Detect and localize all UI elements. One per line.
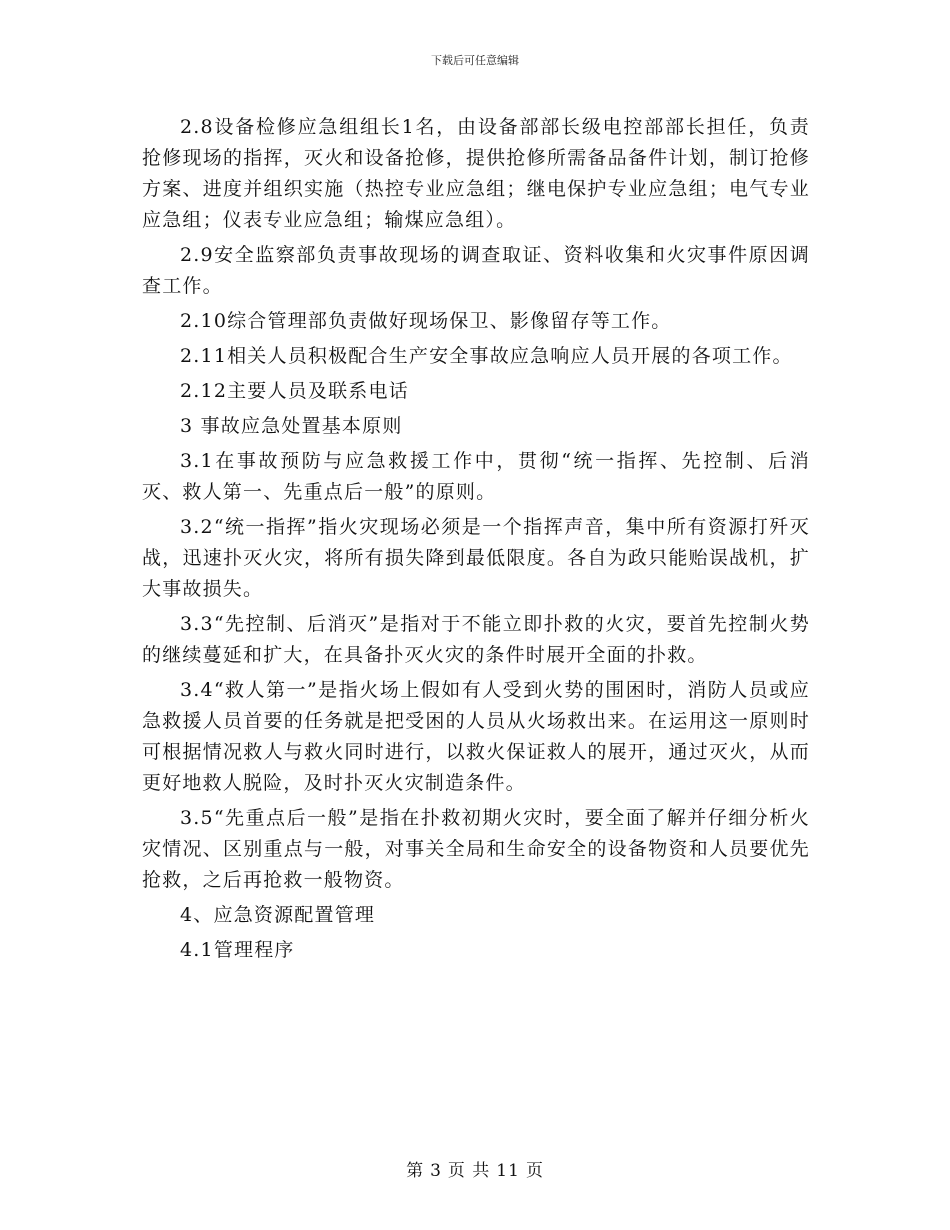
paragraph-3-5: 3.5“先重点后一般”是指在扑救初期火灾时，要全面了解并仔细分析火灾情况、区别重点与一般，对事关全局和生命安全的设备物资和人员要优先抢救，之后再抢救一般物资。 [142, 807, 810, 891]
paragraph-3-4: 3.4“救人第一”是指火场上假如有人受到火势的围困时，消防人员或应急救援人员首要的任务就是把受困的人员从火场救出来。在运用这一原则时可根据情况救人与救火同时进行，以救火保证救人的展开，通过灭火，从而更好地救人脱险，及时扑灭火灾制造条件。 [142, 679, 810, 794]
paragraph-3-1: 3.1在事故预防与应急救援工作中，贯彻“统一指挥、先控制、后消灭、救人第一、先重点后一般”的原则。 [142, 450, 810, 503]
footer-mid: 页 共 [447, 1161, 491, 1181]
page-header: 下载后可任意编辑 [431, 54, 519, 67]
page-footer [0, 1156, 950, 1181]
paragraph-3-3: 3.3“先控制、后消灭”是指对于不能立即扑救的火灾，要首先控制火势的继续蔓延和扩大，在具备扑灭火灾的条件时展开全面的扑救。 [142, 613, 810, 666]
document-body [142, 112, 810, 970]
paragraph-2-9: 2.9安全监察部负责事故现场的调查取证、资料收集和火灾事件原因调查工作。 [142, 244, 810, 297]
section-heading-4: 4、应急资源配置管理 [180, 904, 376, 926]
paragraph-2-10: 2.10综合管理部负责做好现场保卫、影像留存等工作。 [180, 310, 672, 332]
paragraph-2-8: 2.8设备检修应急组组长1名，由设备部部长级电控部部长担任，负责抢修现场的指挥，灭火和设备抢修，提供抢修所需备品备件计划，制订抢修方案、进度并组织实施（热控专业应急组；继电保护专业应急组；电气专业应急组；仪表专业应急组；输煤应急组）。 [142, 116, 810, 231]
paragraph-2-12: 2.12主要人员及联系电话 [180, 380, 409, 402]
paragraph-3-2: 3.2“统一指挥”指火灾现场必须是一个指挥声音，集中所有资源打歼灭战，迅速扑灭火灾，将所有损失降到最低限度。各自为政只能贻误战机，扩大事故损失。 [142, 516, 810, 600]
footer-prefix: 第 [406, 1161, 425, 1181]
paragraph-4-1: 4.1管理程序 [180, 939, 295, 961]
footer-page-number: 3 [430, 1161, 442, 1181]
footer-suffix: 页 [525, 1161, 544, 1181]
footer-total-pages: 11 [496, 1161, 520, 1181]
section-heading-3: 3 事故应急处置基本原则 [180, 415, 403, 437]
paragraph-2-11: 2.11相关人员积极配合生产安全事故应急响应人员开展的各项工作。 [180, 345, 793, 367]
